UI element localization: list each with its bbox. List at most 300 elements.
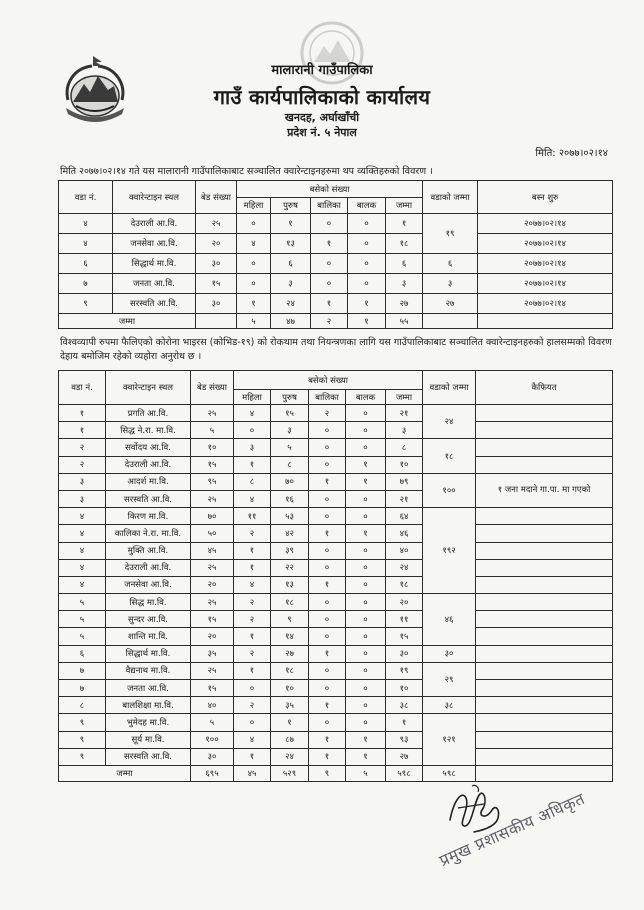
- cell-girl: १: [311, 294, 348, 314]
- cell-girl: ०: [309, 714, 346, 731]
- cell-beds: २०: [191, 576, 234, 593]
- cell-boy: ०: [346, 714, 386, 731]
- cell-total: २७: [386, 294, 423, 314]
- table-row: [59, 714, 613, 731]
- cell-boy: ०: [346, 594, 386, 611]
- cell-girl: ०: [309, 628, 346, 645]
- table-row: [59, 542, 613, 559]
- cell-remark: [476, 731, 613, 748]
- cell-girl: ०: [309, 422, 346, 439]
- letter-date: मिति: २०७७।०२।१४: [535, 148, 608, 159]
- cell-girl: १: [309, 576, 346, 593]
- cell-ward: ३: [59, 473, 106, 490]
- cell-beds: २०: [191, 628, 234, 645]
- cell-ward: १: [59, 422, 106, 439]
- cell-place: जनसेवा आ.वि.: [113, 234, 196, 254]
- cell-ward: २: [59, 439, 106, 456]
- table-row: [59, 456, 613, 473]
- cell-ward-total: ४६: [423, 594, 476, 646]
- cell-place: सिद्धार्थ मा.वि.: [106, 645, 191, 662]
- cell-female: ४: [234, 490, 271, 507]
- col-place: क्वारेन्टाइन स्थल: [106, 371, 191, 405]
- col-place: क्वारेन्टाइन स्थल: [113, 181, 196, 214]
- cell-female: २: [234, 697, 271, 714]
- cell-male: ५३: [271, 508, 309, 525]
- totals-boy: १: [348, 314, 386, 329]
- cell-ward: ६: [59, 254, 113, 274]
- cell-ward: ४: [59, 508, 106, 525]
- cell-beds: ४५: [191, 542, 234, 559]
- cell-beds: २५: [191, 490, 234, 507]
- table-row: [59, 294, 613, 314]
- cell-beds: १००: [191, 731, 234, 748]
- table-row: [59, 559, 613, 576]
- cell-start-date: २०७७।०२।१४: [478, 274, 613, 294]
- totals-female: ५: [237, 314, 271, 329]
- cell-beds: २०: [196, 234, 237, 254]
- cell-beds: १५: [196, 274, 237, 294]
- cell-male: १: [271, 714, 309, 731]
- cell-beds: १५: [191, 680, 234, 697]
- cell-male: १५: [271, 405, 309, 422]
- table-row: [59, 662, 613, 679]
- table-header-row: [59, 181, 613, 198]
- cell-place: मुक्ति आ.वि.: [106, 542, 191, 559]
- cell-total: ६४: [386, 508, 423, 525]
- col-boy: बालक: [348, 198, 386, 214]
- cell-total: ६: [386, 254, 423, 274]
- cell-remark: [476, 525, 613, 542]
- cell-beds: २५: [191, 405, 234, 422]
- cell-boy: १: [348, 294, 386, 314]
- cell-boy: १: [346, 731, 386, 748]
- cell-female: १: [234, 628, 271, 645]
- cell-ward-total: ३०: [423, 645, 476, 662]
- cell-male: १६: [271, 490, 309, 507]
- cell-female: २: [234, 594, 271, 611]
- cell-remark: [476, 645, 613, 662]
- cell-girl: ०: [309, 490, 346, 507]
- cell-total: ३: [386, 274, 423, 294]
- cell-beds: २५: [196, 214, 237, 234]
- col-total: जम्मा: [386, 390, 423, 405]
- totals-ward-total: [423, 314, 478, 329]
- cell-ward: १: [59, 405, 106, 422]
- cell-girl: १: [309, 731, 346, 748]
- cell-remark: [476, 697, 613, 714]
- cell-beds: २५: [191, 594, 234, 611]
- cell-female: ४: [237, 234, 271, 254]
- cell-girl: ०: [309, 594, 346, 611]
- cell-boy: ०: [346, 662, 386, 679]
- cell-boy: ०: [346, 697, 386, 714]
- cell-ward: ४: [59, 214, 113, 234]
- cell-girl: ०: [309, 611, 346, 628]
- cell-place: देउराली आ.वि.: [113, 214, 196, 234]
- totals-female: ४५: [234, 765, 271, 781]
- additional-persons-table: [58, 180, 613, 329]
- cell-start-date: २०७७।०२।१४: [478, 214, 613, 234]
- cell-female: ०: [237, 214, 271, 234]
- cell-ward-total: १००: [423, 473, 476, 507]
- cell-place: जनता आ.वि.: [106, 680, 191, 697]
- cell-girl: ०: [309, 456, 346, 473]
- cell-boy: ०: [346, 490, 386, 507]
- table-row: [59, 439, 613, 456]
- cell-total: २०: [386, 594, 423, 611]
- table-body: [59, 214, 613, 329]
- cell-place: किरण मा.वि.: [106, 508, 191, 525]
- cell-male: २४: [271, 748, 309, 765]
- totals-male: ४७: [271, 314, 311, 329]
- cell-remark: १ जना मदाने गा.पा. मा गएको: [476, 473, 613, 507]
- cell-boy: ०: [346, 645, 386, 662]
- cell-beds: ७०: [191, 508, 234, 525]
- cell-ward-total: १८: [423, 439, 476, 473]
- totals-total: ५९८: [386, 765, 423, 781]
- cell-total: १८: [386, 234, 423, 254]
- cell-ward-total: २९: [423, 662, 476, 696]
- section1-heading: मिति २०७७।०२।१४ गते यस मालारानी गाउँपालिकाबाट सञ्चालित क्वारेन्टाइनहरुमा थप व्यक्तिहरुको विवरण ।: [60, 166, 433, 177]
- cell-female: ३: [234, 439, 271, 456]
- totals-beds: [196, 314, 237, 329]
- cell-place: देउराली आ.वि.: [106, 559, 191, 576]
- cell-boy: १: [346, 748, 386, 765]
- cell-beds: ४०: [191, 697, 234, 714]
- cell-girl: १: [311, 234, 348, 254]
- col-female: महिला: [237, 198, 271, 214]
- cell-beds: ९५: [191, 473, 234, 490]
- cell-male: ३९: [271, 542, 309, 559]
- cell-beds: ५: [191, 422, 234, 439]
- totals-male: ५२९: [271, 765, 309, 781]
- cell-place: देउराली आ.वि.: [106, 456, 191, 473]
- cell-ward: ४: [59, 559, 106, 576]
- cell-boy: ०: [346, 611, 386, 628]
- cell-boy: ०: [346, 628, 386, 645]
- cell-girl: १: [309, 473, 346, 490]
- cell-total: ३०: [386, 645, 423, 662]
- cell-male: १८: [271, 662, 309, 679]
- cell-female: ४: [234, 405, 271, 422]
- municipality-name: मालारानी गाउँपालिका: [271, 63, 373, 78]
- col-remarks: कैफियत: [476, 371, 613, 405]
- cell-beds: ५०: [191, 525, 234, 542]
- col-ward-total: वडाको जम्मा: [423, 181, 478, 214]
- cell-remark: [476, 748, 613, 765]
- cell-total: ९३: [386, 731, 423, 748]
- cell-female: ०: [234, 680, 271, 697]
- cell-ward: ५: [59, 594, 106, 611]
- cell-male: १३: [271, 234, 311, 254]
- cell-boy: ०: [346, 576, 386, 593]
- cell-place: सिद्ध ने.रा. मा.वि.: [106, 422, 191, 439]
- table-row: [59, 473, 613, 490]
- table-row: [59, 697, 613, 714]
- table-row: [59, 274, 613, 294]
- cell-remark: [476, 714, 613, 731]
- cell-place: भुमेदह मा.वि.: [106, 714, 191, 731]
- cell-place: बालशिक्षा मा.वि.: [106, 697, 191, 714]
- cell-girl: ०: [309, 662, 346, 679]
- cell-ward: ७: [59, 662, 106, 679]
- cell-ward-total: ३: [423, 274, 478, 294]
- cell-place: जनसेवा आ.वि.: [106, 576, 191, 593]
- cell-female: २: [234, 525, 271, 542]
- cell-ward: ६: [59, 645, 106, 662]
- cell-place: सरस्वति आ.वि.: [106, 748, 191, 765]
- cell-ward: ३: [59, 490, 106, 507]
- table-body: [59, 405, 613, 782]
- cell-beds: १५: [191, 456, 234, 473]
- cell-male: १८: [271, 594, 309, 611]
- table-row: [59, 611, 613, 628]
- cell-place: शान्ति मा.वि.: [106, 628, 191, 645]
- cell-male: २२: [271, 559, 309, 576]
- cell-female: ४: [234, 576, 271, 593]
- cell-total: २१: [386, 405, 423, 422]
- cell-ward: ८: [59, 697, 106, 714]
- cell-female: १: [234, 559, 271, 576]
- cell-remark: [476, 662, 613, 679]
- cell-girl: ०: [309, 559, 346, 576]
- col-female: महिला: [234, 390, 271, 405]
- cell-total: ७९: [386, 473, 423, 490]
- cell-boy: ०: [346, 439, 386, 456]
- cell-beds: २५: [191, 559, 234, 576]
- cell-ward: ९: [59, 294, 113, 314]
- cell-remark: [476, 628, 613, 645]
- cell-remark: [476, 405, 613, 422]
- cell-boy: ०: [346, 559, 386, 576]
- cell-ward: ९: [59, 714, 106, 731]
- cell-girl: ०: [309, 439, 346, 456]
- cell-boy: १: [346, 525, 386, 542]
- cell-girl: १: [309, 697, 346, 714]
- cell-total: २४: [386, 559, 423, 576]
- cell-male: ५: [271, 439, 309, 456]
- cell-male: १३: [271, 576, 309, 593]
- cell-place: सर्वोदय आ.वि.: [106, 439, 191, 456]
- cell-boy: ०: [348, 274, 386, 294]
- col-staying: बसेको संख्या: [234, 371, 423, 390]
- cell-start-date: २०७७।०२।१४: [478, 254, 613, 274]
- cell-female: १: [234, 542, 271, 559]
- cell-remark: [476, 508, 613, 525]
- col-start-date: बस्न शुरु: [478, 181, 613, 214]
- cell-boy: ०: [346, 680, 386, 697]
- table-row: [59, 254, 613, 274]
- totals-label: जम्मा: [59, 314, 196, 329]
- cell-remark: [476, 559, 613, 576]
- cell-place: आदर्श मा.वि.: [106, 473, 191, 490]
- cell-female: १: [237, 294, 271, 314]
- table-row: [59, 628, 613, 645]
- col-total: जम्मा: [386, 198, 423, 214]
- cell-ward: ९: [59, 748, 106, 765]
- table-row: [59, 680, 613, 697]
- cell-girl: ०: [309, 542, 346, 559]
- cell-remark: [476, 456, 613, 473]
- cell-male: ७०: [271, 473, 309, 490]
- table-row: [59, 748, 613, 765]
- totals-girl: ९: [309, 765, 346, 781]
- col-ward-total: वडाको जम्मा: [423, 371, 476, 405]
- table-row: [59, 594, 613, 611]
- office-title: गाउँ कार्यपालिकाको कार्यालय: [213, 85, 431, 109]
- table-row: [59, 576, 613, 593]
- cell-boy: ०: [346, 405, 386, 422]
- totals-beds: ६९५: [191, 765, 234, 781]
- quarantine-summary-table: [58, 370, 613, 782]
- cell-ward-total: १९: [423, 214, 478, 254]
- cell-place: कालिका ने.रा. मा.वि.: [106, 525, 191, 542]
- col-male: पुरुष: [271, 390, 309, 405]
- cell-ward: ९: [59, 731, 106, 748]
- table-row: [59, 525, 613, 542]
- cell-total: १०: [386, 456, 423, 473]
- cell-remark: [476, 611, 613, 628]
- cell-female: १: [234, 748, 271, 765]
- cell-total: २७: [386, 748, 423, 765]
- col-male: पुरुष: [271, 198, 311, 214]
- cell-beds: ३०: [196, 254, 237, 274]
- cell-beds: १५: [191, 611, 234, 628]
- cell-place: सरस्वति आ.वि.: [106, 490, 191, 507]
- cell-total: १०: [386, 680, 423, 697]
- cell-place: सिद्धार्थ मा.वि.: [113, 254, 196, 274]
- cell-ward-total: १९२: [423, 508, 476, 594]
- designation-stamp: प्रमुख प्रशासकीय अधिकृत: [436, 788, 588, 871]
- totals-boy: ५: [346, 765, 386, 781]
- cell-beds: १०: [191, 439, 234, 456]
- cell-total: ३८: [386, 697, 423, 714]
- totals-label: जम्मा: [59, 765, 191, 781]
- cell-start-date: २०७७।०२।१४: [478, 294, 613, 314]
- cell-male: ८७: [271, 731, 309, 748]
- cell-female: ४: [234, 731, 271, 748]
- col-girl: बालिका: [311, 198, 348, 214]
- cell-female: १: [234, 662, 271, 679]
- cell-girl: ०: [309, 680, 346, 697]
- cell-ward: ७: [59, 680, 106, 697]
- cell-boy: ०: [348, 234, 386, 254]
- col-girl: बालिका: [309, 390, 346, 405]
- cell-beds: ३५: [191, 645, 234, 662]
- totals-girl: २: [311, 314, 348, 329]
- cell-ward-total: १२१: [423, 714, 476, 766]
- totals-row: [59, 765, 613, 781]
- cell-total: २१: [386, 490, 423, 507]
- table-row: [59, 645, 613, 662]
- cell-remark: [476, 439, 613, 456]
- cell-remark: [476, 594, 613, 611]
- cell-girl: ०: [311, 214, 348, 234]
- cell-total: १: [386, 214, 423, 234]
- cell-boy: ०: [348, 214, 386, 234]
- cell-male: ३५: [271, 697, 309, 714]
- table-header-row: [59, 371, 613, 390]
- cell-beds: ३०: [196, 294, 237, 314]
- cell-male: ३: [271, 274, 311, 294]
- cell-total: ८: [386, 439, 423, 456]
- col-ward: वडा नं.: [59, 181, 113, 214]
- cell-boy: १: [346, 473, 386, 490]
- cell-girl: ०: [309, 508, 346, 525]
- cell-male: १०: [271, 680, 309, 697]
- cell-boy: ०: [346, 422, 386, 439]
- province-line: प्रदेश नं. ५ नेपाल: [287, 126, 357, 139]
- col-ward: वडा नं.: [59, 371, 106, 405]
- table-row: [59, 422, 613, 439]
- cell-total: १८: [386, 576, 423, 593]
- cell-male: १४: [271, 628, 309, 645]
- cell-boy: ०: [348, 254, 386, 274]
- col-boy: बालक: [346, 390, 386, 405]
- cell-ward-total: ६: [423, 254, 478, 274]
- cell-ward: ४: [59, 576, 106, 593]
- cell-boy: ०: [346, 508, 386, 525]
- col-beds: बेड संख्या: [191, 371, 234, 405]
- cell-male: ४२: [271, 525, 309, 542]
- cell-female: ८: [234, 473, 271, 490]
- cell-male: ८: [271, 456, 309, 473]
- office-address: खनदह, अर्घाखाँची: [284, 111, 360, 124]
- cell-male: ९: [271, 611, 309, 628]
- cell-girl: १: [309, 525, 346, 542]
- cell-place: प्रगति आ.वि.: [106, 405, 191, 422]
- cell-female: १: [234, 456, 271, 473]
- cell-male: २४: [271, 294, 311, 314]
- cell-place: वैद्यनाथ मा.वि.: [106, 662, 191, 679]
- table-row: [59, 214, 613, 234]
- cell-girl: ०: [311, 274, 348, 294]
- cell-remark: [476, 422, 613, 439]
- cell-beds: ३०: [191, 748, 234, 765]
- cell-male: ३: [271, 422, 309, 439]
- totals-row: [59, 314, 613, 329]
- cell-beds: २५: [191, 662, 234, 679]
- totals-ward-total: ५९८: [423, 765, 476, 781]
- cell-remark: [476, 576, 613, 593]
- cell-ward-total: २४: [423, 405, 476, 439]
- cell-place: सरस्वति आ.वि.: [113, 294, 196, 314]
- cell-place: जनता आ.वि.: [113, 274, 196, 294]
- cell-remark: [476, 680, 613, 697]
- cell-total: ४०: [386, 542, 423, 559]
- cell-ward: २: [59, 456, 106, 473]
- cell-girl: १: [309, 748, 346, 765]
- cell-ward: ४: [59, 234, 113, 254]
- cell-start-date: २०७७।०२।१४: [478, 234, 613, 254]
- cell-girl: २: [309, 405, 346, 422]
- cell-ward-total: ३८: [423, 697, 476, 714]
- cell-female: ११: [234, 508, 271, 525]
- cell-girl: ०: [311, 254, 348, 274]
- cell-total: ११: [386, 611, 423, 628]
- cell-boy: १: [346, 456, 386, 473]
- table-row: [59, 731, 613, 748]
- table-row: [59, 508, 613, 525]
- cell-ward: ५: [59, 628, 106, 645]
- cell-total: १५: [386, 628, 423, 645]
- cell-female: ०: [234, 714, 271, 731]
- cell-female: ०: [237, 254, 271, 274]
- cell-female: ०: [234, 422, 271, 439]
- table-row: [59, 234, 613, 254]
- cell-male: १: [271, 214, 311, 234]
- totals-total: ५५: [386, 314, 423, 329]
